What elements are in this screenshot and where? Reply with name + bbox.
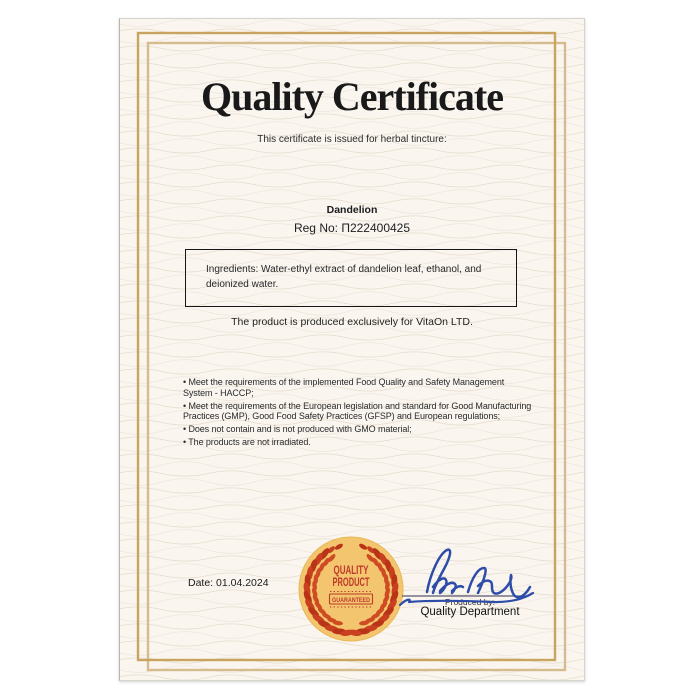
compliance-item: • The products are not irradiated.	[183, 436, 311, 447]
compliance-item: • Meet the requirements of the European legislation and standard for Good Manufacturing Practices (GMP), Good Food Safety Practices (GFSP) and European regulations;	[183, 400, 532, 422]
product-name: Dandelion	[326, 204, 378, 216]
producer-department: Quality Department	[420, 606, 520, 618]
badge-line2: PRODUCT	[332, 575, 370, 589]
registration-number: Reg No: П222400425	[293, 221, 411, 235]
certificate-card	[119, 18, 585, 681]
compliance-item: • Meet the requirements of the implemented Food Quality and Safety Management System - HACCP;	[183, 377, 505, 398]
compliance-list	[183, 377, 535, 450]
quality-badge	[296, 534, 406, 644]
produced-by-label: Produced by:	[444, 597, 496, 607]
badge-line1: QUALITY	[333, 563, 369, 577]
compliance-item: • Does not contain and is not produced with GMO material;	[183, 424, 412, 435]
signature-scribble-icon	[427, 550, 530, 597]
ingredients-box	[185, 249, 517, 307]
ingredients-text: Ingredients: Water-ethyl extract of dandelion leaf, ethanol, and deionized water.	[206, 264, 482, 290]
certificate-title: Quality Certificate	[201, 74, 503, 119]
badge-line3: GUARANTEED	[332, 596, 371, 604]
certificate-subtitle: This certificate is issued for herbal tincture:	[257, 134, 447, 145]
issue-date: Date: 01.04.2024	[188, 577, 269, 589]
exclusivity-statement: The product is produced exclusively for VitaOn LTD.	[231, 316, 473, 328]
